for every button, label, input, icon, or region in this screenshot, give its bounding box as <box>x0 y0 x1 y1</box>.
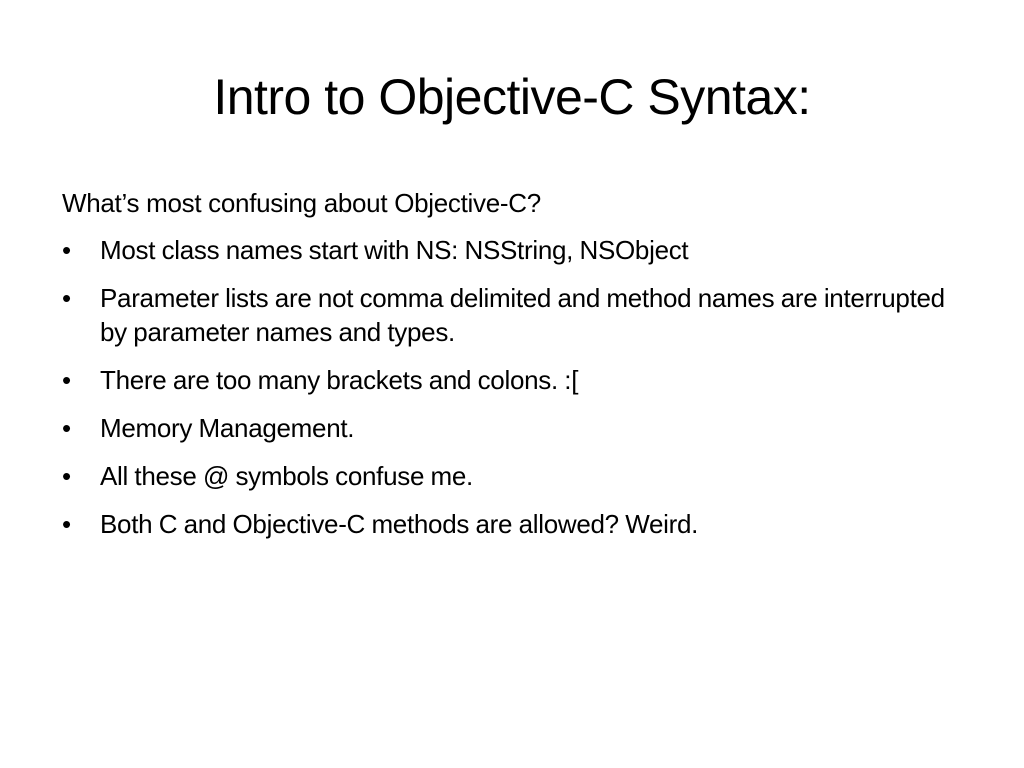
bullet-item <box>62 459 962 493</box>
bullet-text: Memory Management. <box>100 413 355 443</box>
bullet-icon: • <box>62 283 71 313</box>
bullet-text: There are too many brackets and colons. :[ <box>100 365 579 395</box>
bullet-item <box>62 281 962 349</box>
bullet-text: Most class names start with NS: NSString, NSObject <box>100 235 689 265</box>
bullet-text: All these @ symbols confuse me. <box>100 461 473 491</box>
bullet-item <box>62 507 962 541</box>
bullet-text: Parameter lists are not comma delimited and method names are interrupted by parameter names and types. <box>100 283 945 347</box>
bullet-icon: • <box>62 413 71 443</box>
bullet-icon: • <box>62 235 71 265</box>
bullet-item <box>62 411 962 445</box>
bullet-item <box>62 233 962 267</box>
bullet-icon: • <box>62 509 71 539</box>
bullet-item <box>62 363 962 397</box>
bullet-icon: • <box>62 461 71 491</box>
bullet-text: Both C and Objective-C methods are allowed? Weird. <box>100 509 699 539</box>
bullet-icon: • <box>62 365 71 395</box>
slide-body <box>62 186 962 555</box>
intro-text: What’s most confusing about Objective-C? <box>62 188 541 218</box>
bullet-list <box>62 233 962 541</box>
slide-title: Intro to Objective-C Syntax: <box>213 69 811 125</box>
